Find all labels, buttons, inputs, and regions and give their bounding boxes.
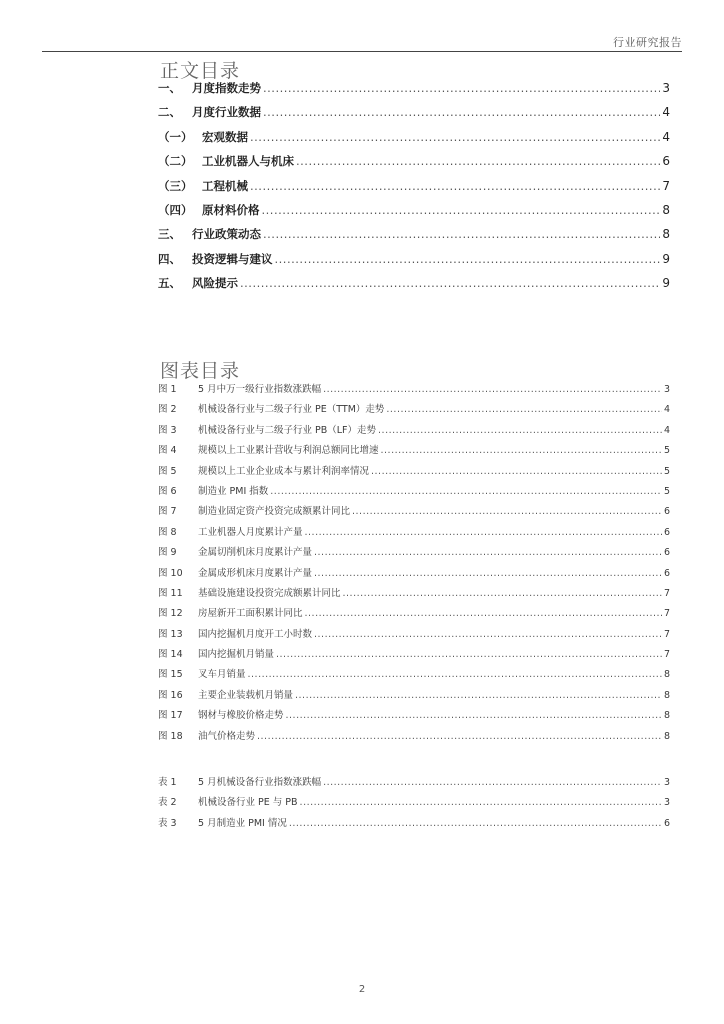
figure-entry[interactable] — [158, 646, 670, 666]
figure-entry-label: 机械设备行业与二级子行业 PE（TTM）走势 — [198, 404, 385, 416]
dot-leader — [262, 203, 661, 217]
figure-entry-page: 7 — [663, 608, 670, 620]
figure-entry-page: 7 — [663, 649, 670, 661]
figure-entry-number: 图 8 — [158, 526, 177, 538]
figure-entry-number: 图 18 — [158, 730, 183, 742]
toc-entry-label: 原材料价格 — [202, 202, 260, 217]
figure-entry-number: 图 2 — [158, 404, 177, 416]
toc-entry[interactable] — [158, 275, 670, 299]
toc-entry-page: 9 — [662, 251, 670, 266]
dot-leader — [323, 384, 662, 395]
dot-leader — [323, 777, 662, 788]
toc-entry-number: 三、 — [158, 227, 181, 242]
figure-entry-number: 图 16 — [158, 689, 183, 701]
figure-entry-page: 3 — [663, 384, 670, 395]
toc-entry-page: 4 — [662, 105, 670, 120]
figure-entry-label: 国内挖掘机月销量 — [198, 649, 275, 661]
table-entry[interactable] — [158, 794, 670, 814]
dot-leader — [295, 690, 662, 701]
dot-leader — [305, 608, 662, 619]
dot-leader — [378, 425, 662, 436]
toc-entry-label: 月度指数走势 — [192, 81, 261, 95]
dot-leader — [257, 731, 662, 742]
figure-entry-label: 基础设施建设投资完成额累计同比 — [198, 587, 341, 599]
figure-entry[interactable] — [158, 605, 670, 625]
page-number: 2 — [358, 984, 366, 995]
table-entry-label: 机械设备行业 PE 与 PB — [198, 797, 298, 809]
toc-entry-label: 风险提示 — [192, 276, 238, 291]
dot-leader — [314, 568, 662, 579]
dot-leader — [296, 154, 660, 168]
figure-entry[interactable] — [158, 687, 670, 707]
figure-entry-label: 制造业固定资产投资完成额累计同比 — [198, 506, 351, 518]
toc-entry-number: （四） — [158, 202, 193, 217]
contents-title: 正文目录 — [160, 60, 241, 82]
figure-entry-label: 房屋新开工面积累计同比 — [198, 608, 303, 620]
toc-entry-label: 行业政策动态 — [192, 227, 261, 242]
figure-entry-label: 机械设备行业与二级子行业 PB（LF）走势 — [198, 424, 377, 436]
toc-entry-number: （二） — [158, 154, 193, 169]
table-entry[interactable] — [158, 774, 670, 794]
dot-leader — [343, 588, 662, 599]
toc-entry-page: 3 — [662, 81, 670, 95]
figure-entry-label: 金属切削机床月度累计产量 — [198, 547, 313, 559]
toc-entry[interactable] — [158, 153, 670, 177]
dot-leader — [263, 81, 660, 95]
figures-list — [158, 381, 670, 748]
dot-leader — [371, 466, 662, 477]
figure-entry-number: 图 6 — [158, 485, 177, 497]
figure-entry-label: 5 月中万一级行业指数涨跌幅 — [198, 384, 322, 395]
toc-entry-page: 8 — [662, 227, 670, 242]
figure-entry-number: 图 13 — [158, 628, 183, 640]
figure-entry[interactable] — [158, 401, 670, 421]
toc-entry[interactable] — [158, 178, 670, 202]
dot-leader — [314, 547, 662, 558]
table-entry-number: 表 2 — [158, 797, 177, 809]
figure-entry-number: 图 1 — [158, 384, 177, 395]
table-entry-page: 6 — [663, 817, 670, 829]
dot-leader — [270, 486, 662, 497]
figure-entry[interactable] — [158, 524, 670, 544]
figures-title: 图表目录 — [160, 360, 241, 382]
dot-leader — [352, 506, 662, 517]
dot-leader — [250, 130, 660, 144]
figure-entry-label: 金属成形机床月度累计产量 — [198, 567, 313, 579]
figure-entry-page: 7 — [663, 628, 670, 640]
dot-leader — [276, 649, 662, 660]
toc-entry-label: 宏观数据 — [202, 129, 248, 144]
figure-entry-number: 图 5 — [158, 465, 177, 477]
dot-leader — [275, 252, 661, 266]
figure-entry-label: 国内挖掘机月度开工小时数 — [198, 628, 313, 640]
toc-entry-number: 五、 — [158, 276, 181, 291]
toc-entry-label: 工程机械 — [202, 178, 248, 193]
toc-entry-page: 6 — [662, 154, 670, 169]
figure-entry[interactable] — [158, 503, 670, 523]
figure-entry[interactable] — [158, 463, 670, 483]
figure-entry[interactable] — [158, 422, 670, 442]
table-entry-number: 表 3 — [158, 817, 177, 829]
toc-entry-page: 9 — [662, 276, 670, 291]
figure-entry-page: 4 — [663, 424, 670, 436]
header-divider — [42, 51, 682, 52]
figure-entry-number: 图 4 — [158, 445, 177, 457]
toc-entry-label: 工业机器人与机床 — [202, 154, 294, 169]
contents-list — [158, 80, 670, 300]
figure-entry-label: 规模以上工业累计营收与利润总额同比增速 — [198, 445, 379, 457]
toc-entry-page: 8 — [662, 202, 670, 217]
figure-entry-number: 图 17 — [158, 710, 183, 722]
dot-leader — [263, 227, 660, 241]
dot-leader — [263, 105, 660, 119]
toc-entry-page: 4 — [662, 129, 670, 144]
figure-entry[interactable] — [158, 626, 670, 646]
figure-entry[interactable] — [158, 666, 670, 686]
figure-entry-page: 8 — [663, 710, 670, 722]
toc-entry-number: （三） — [158, 178, 193, 193]
table-entry-number: 表 1 — [158, 777, 177, 788]
dot-leader — [289, 818, 662, 829]
dot-leader — [305, 527, 662, 538]
toc-entry-label: 投资逻辑与建议 — [192, 251, 273, 266]
figure-entry-label: 制造业 PMI 指数 — [198, 485, 269, 497]
tables-list — [158, 774, 670, 835]
table-entry-label: 5 月制造业 PMI 情况 — [198, 817, 287, 829]
figure-entry[interactable] — [158, 707, 670, 727]
figure-entry-number: 图 3 — [158, 424, 177, 436]
figure-entry-page: 6 — [663, 547, 670, 559]
toc-entry[interactable] — [158, 80, 670, 104]
figure-entry-label: 规模以上工业企业成本与累计利润率情况 — [198, 465, 370, 477]
figure-entry[interactable] — [158, 544, 670, 564]
dot-leader — [286, 710, 662, 721]
toc-entry-number: 二、 — [158, 105, 181, 120]
figure-entry-page: 4 — [663, 404, 670, 416]
figure-entry-number: 图 12 — [158, 608, 183, 620]
toc-entry-page: 7 — [662, 178, 670, 193]
figure-entry-label: 工业机器人月度累计产量 — [198, 526, 303, 538]
figure-entry-number: 图 15 — [158, 669, 183, 681]
dot-leader — [314, 629, 662, 640]
figure-entry-label: 钢材与橡胶价格走势 — [198, 710, 284, 722]
figure-entry-page: 5 — [663, 485, 670, 497]
figure-entry[interactable] — [158, 442, 670, 462]
figure-entry-page: 5 — [663, 445, 670, 457]
toc-entry-label: 月度行业数据 — [192, 105, 261, 120]
figure-entry-label: 主要企业装载机月销量 — [198, 689, 294, 701]
toc-entry[interactable] — [158, 251, 670, 275]
figure-entry-label: 叉车月销量 — [198, 669, 246, 681]
figure-entry-page: 7 — [663, 587, 670, 599]
dot-leader — [386, 404, 662, 415]
figure-entry-page: 8 — [663, 689, 670, 701]
toc-entry[interactable] — [158, 226, 670, 250]
figure-entry-page: 8 — [663, 730, 670, 742]
figure-entry-page: 6 — [663, 567, 670, 579]
dot-leader — [240, 276, 660, 290]
figure-entry[interactable] — [158, 483, 670, 503]
table-entry-label: 5 月机械设备行业指数涨跌幅 — [198, 777, 322, 788]
figure-entry[interactable] — [158, 381, 670, 401]
figure-entry-page: 8 — [663, 669, 670, 681]
dot-leader — [381, 445, 662, 456]
figure-entry[interactable] — [158, 585, 670, 605]
figure-entry-number: 图 11 — [158, 587, 183, 599]
toc-entry[interactable] — [158, 104, 670, 128]
report-type-header: 行业研究报告 — [613, 36, 682, 49]
toc-entry[interactable] — [158, 129, 670, 153]
table-entry-page: 3 — [663, 777, 670, 788]
figure-entry-number: 图 7 — [158, 506, 177, 518]
figure-entry[interactable] — [158, 728, 670, 748]
figure-entry-label: 油气价格走势 — [198, 730, 256, 742]
table-entry[interactable] — [158, 815, 670, 835]
figure-entry[interactable] — [158, 565, 670, 585]
figure-entry-number: 图 10 — [158, 567, 183, 579]
figure-entry-page: 6 — [663, 526, 670, 538]
figure-entry-number: 图 9 — [158, 547, 177, 559]
toc-entry-number: 四、 — [158, 251, 181, 266]
toc-entry-number: 一、 — [158, 81, 181, 95]
dot-leader — [250, 179, 660, 193]
table-entry-page: 3 — [663, 797, 670, 809]
figure-entry-page: 5 — [663, 465, 670, 477]
figure-entry-number: 图 14 — [158, 649, 183, 661]
dot-leader — [300, 797, 662, 808]
toc-entry-number: （一） — [158, 129, 193, 144]
dot-leader — [248, 669, 662, 680]
figure-entry-page: 6 — [663, 506, 670, 518]
toc-entry[interactable] — [158, 202, 670, 226]
